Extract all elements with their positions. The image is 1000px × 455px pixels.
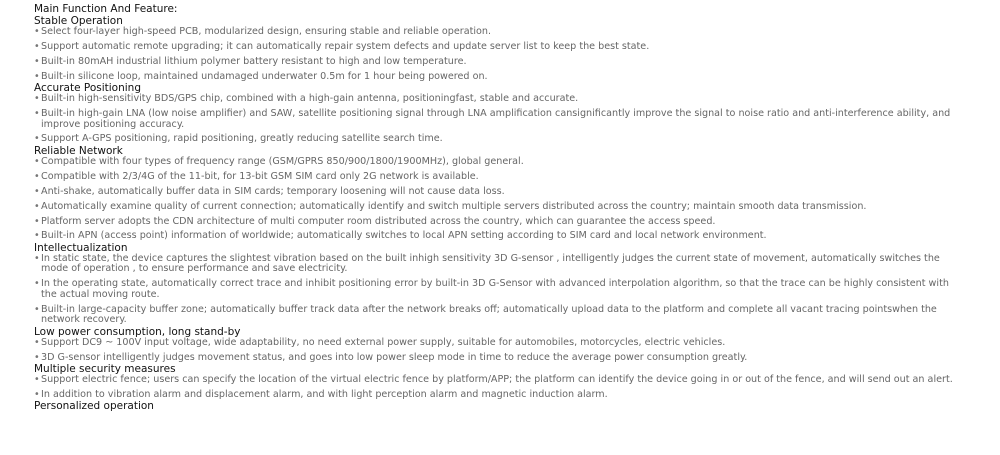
list-item: [34, 375, 964, 386]
bullet-icon: •: [34, 252, 40, 264]
bullet-icon: •: [34, 55, 40, 67]
list-item-text: Built-in silicone loop, maintained undamaged underwater 0.5m for 1 hour being powered on.: [41, 70, 488, 82]
list-item: [34, 279, 964, 300]
bullet-icon: •: [34, 26, 40, 37]
list-item-text: Compatible with four types of frequency range (GSM/GPRS 850/900/1800/1900MHz), global general.: [41, 155, 524, 167]
list-item-text: Built-in APN (access point) information of worldwide; automatically switches to local APN setting according to SIM card and local network environment.: [41, 230, 767, 242]
section-heading: Intellectualization: [34, 241, 128, 254]
list-item-text: Built-in high-sensitivity BDS/GPS chip, combined with a high-gain antenna, positioningfast, stable and accurate.: [41, 93, 579, 105]
list-item-text: Built-in high-gain LNA (low noise amplifier) and SAW, satellite positioning signal through LNA amplification cansignificantly improve the signal to noise ratio and anti-interference ability, and improve positioning accuracy.: [41, 108, 954, 130]
list-item: [34, 27, 964, 38]
bullet-icon: •: [34, 170, 40, 182]
list-item: [34, 42, 964, 53]
list-item-text: Support automatic remote upgrading; it can automatically repair system defects and update server list to keep the best state.: [41, 40, 650, 52]
list-item: [34, 202, 964, 213]
bullet-icon: •: [34, 230, 40, 242]
list-item-text: Platform server adopts the CDN architecture of multi computer room distributed across the country, which can guarantee the access speed.: [41, 215, 716, 227]
feature-list: [34, 338, 1000, 363]
list-item: [34, 390, 964, 401]
list-item-text: Support electric fence; users can specify the location of the virtual electric fence by platform/APP; the platform can identify the device going in or out of the fence, and will send out an alert.: [41, 374, 953, 386]
list-item: [34, 231, 964, 242]
document-title: Main Function And Feature:: [34, 3, 178, 15]
list-item: [34, 338, 964, 349]
list-item: [34, 172, 964, 183]
section-heading: Reliable Network: [34, 144, 123, 157]
list-item-text: Support DC9 ~ 100V input voltage, wide adaptability, no need external power supply, suitable for automobiles, motorcycles, electric vehicles.: [41, 336, 726, 348]
feature-list: [34, 254, 1000, 326]
list-item: [34, 72, 964, 83]
bullet-icon: •: [34, 155, 40, 167]
bullet-icon: •: [34, 374, 40, 386]
feature-list: [34, 375, 1000, 400]
list-item: [34, 134, 964, 145]
list-item-text: 3D G-sensor intelligently judges movement status, and goes into low power sleep mode in time to reduce the average power consumption greatly.: [41, 351, 748, 363]
bullet-icon: •: [34, 93, 40, 105]
feature-list: [34, 94, 1000, 145]
bullet-icon: •: [34, 278, 40, 290]
list-item: [34, 305, 964, 326]
bullet-icon: •: [34, 185, 40, 197]
list-item-text: In the operating state, automatically correct trace and inhibit positioning error by built-in 3D G-Sensor with advanced interpolation algorithm, so that the trace can be highly consistent with the actual moving route.: [41, 278, 952, 300]
list-item: [34, 57, 964, 68]
list-item-text: Anti-shake, automatically buffer data in SIM cards; temporary loosening will not cause data loss.: [41, 185, 505, 197]
section-heading: Stable Operation: [34, 15, 123, 27]
feature-sections: [34, 15, 1000, 412]
bullet-icon: •: [34, 215, 40, 227]
bullet-icon: •: [34, 108, 40, 120]
list-item: [34, 254, 964, 275]
bullet-icon: •: [34, 40, 40, 52]
bullet-icon: •: [34, 303, 40, 315]
list-item: [34, 187, 964, 198]
section-heading: Multiple security measures: [34, 363, 176, 376]
list-item-text: Support A-GPS positioning, rapid positioning, greatly reducing satellite search time.: [41, 133, 443, 145]
feature-list: [34, 157, 1000, 242]
list-item: [34, 157, 964, 168]
section-heading: Low power consumption, long stand-by: [34, 325, 241, 338]
list-item: [34, 217, 964, 228]
list-item: [34, 353, 964, 364]
list-item-text: In addition to vibration alarm and displacement alarm, and with light perception alarm and magnetic induction alarm.: [41, 388, 608, 400]
list-item-text: Compatible with 2/3/4G of the 11-bit, for 13-bit GSM SIM card only 2G network is available.: [41, 170, 479, 182]
section-heading: Accurate Positioning: [34, 82, 141, 95]
list-item-text: Automatically examine quality of current connection; automatically identify and switch multiple servers distributed across the country; maintain smooth data transmission.: [41, 200, 867, 212]
bullet-icon: •: [34, 200, 40, 212]
list-item-text: Built-in 80mAH industrial lithium polymer battery resistant to high and low temperature.: [41, 55, 467, 67]
bullet-icon: •: [34, 133, 40, 145]
bullet-icon: •: [34, 336, 40, 348]
bullet-icon: •: [34, 388, 40, 400]
list-item-text: Select four-layer high-speed PCB, modularized design, ensuring stable and reliable operation.: [41, 26, 492, 37]
list-item: [34, 94, 964, 105]
feature-list: [34, 27, 1000, 82]
list-item-text: Built-in large-capacity buffer zone; automatically buffer track data after the network breaks off; automatically upload data to the platform and complete all vacant tracing pointswhen the network recovery.: [41, 303, 940, 326]
bullet-icon: •: [34, 70, 40, 82]
bullet-icon: •: [34, 351, 40, 363]
list-item-text: In static state, the device captures the slightest vibration based on the built inhigh sensitivity 3D G-sensor , intelligently judges the current state of movement, automatically switches the mode of operation , to ensure performance and save electricity.: [41, 252, 943, 275]
list-item: [34, 109, 964, 130]
section-heading: Personalized operation: [34, 400, 154, 413]
